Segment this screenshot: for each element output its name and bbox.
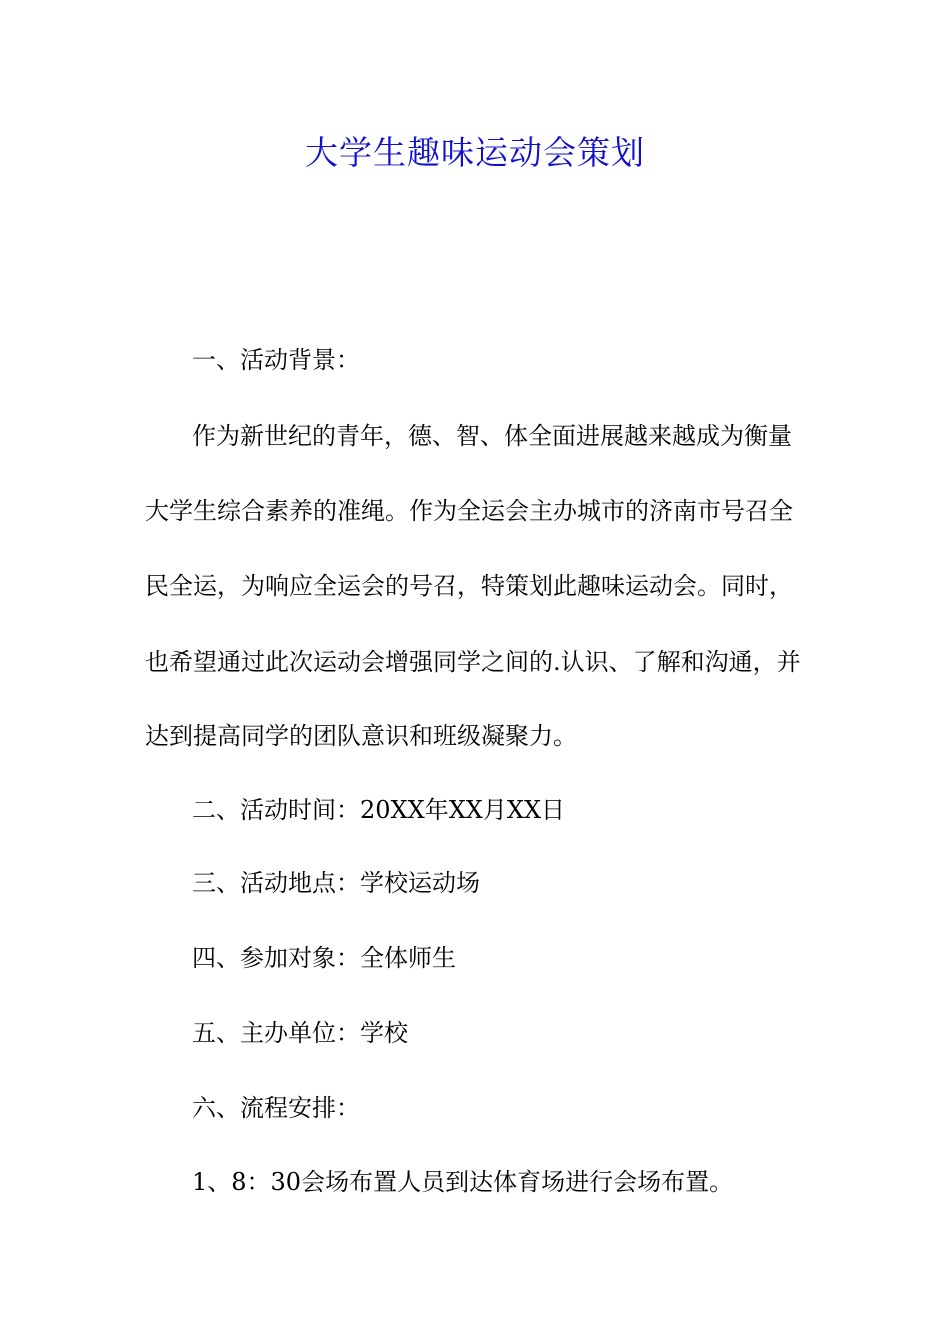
document-title: 大学生趣味运动会策划 xyxy=(305,133,645,172)
section-heading-background: 一、活动背景： xyxy=(192,346,360,374)
paragraph-line: 大学生综合素养的准绳。作为全运会主办城市的济南市号召全 xyxy=(145,497,793,525)
paragraph-line: 民全运，为响应全运会的号召，特策划此趣味运动会。同时， xyxy=(145,572,793,600)
paragraph-line: 达到提高同学的团队意识和班级凝聚力。 xyxy=(145,722,577,750)
schedule-item: 1、8：30会场布置人员到达体育场进行会场布置。 xyxy=(192,1168,734,1196)
paragraph-line: 也希望通过此次运动会增强同学之间的.认识、了解和沟通，并 xyxy=(145,648,801,676)
section-schedule-heading: 六、流程安排： xyxy=(192,1094,360,1122)
section-time: 二、活动时间：20XX年XX月XX日 xyxy=(192,796,566,824)
section-place: 三、活动地点：学校运动场 xyxy=(192,869,480,897)
paragraph-line: 作为新世纪的青年，德、智、体全面进展越来越成为衡量 xyxy=(192,422,792,450)
section-organizer: 五、主办单位：学校 xyxy=(192,1019,408,1047)
section-participants: 四、参加对象：全体师生 xyxy=(192,944,456,972)
